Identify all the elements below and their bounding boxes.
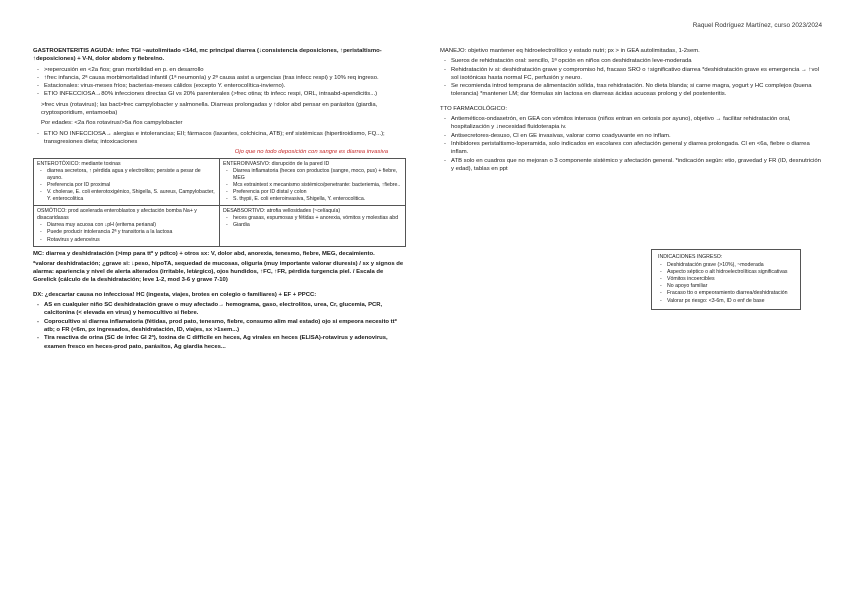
list-item: - Preferencia por ID proximal bbox=[47, 182, 216, 189]
list-item: - Antisecretores-desuso, CI en GE invasivas, valorar como coadyuvante en no inflam. bbox=[451, 132, 821, 140]
list-item: - Fracaso tto o empeoramiento diarrea/deshidratación bbox=[667, 290, 794, 297]
osmotico-cell bbox=[34, 206, 220, 246]
osmotico-title: OSMÓTICO: prod acelerada enteroblastos y afectación bomba Na+ y disacaridasas bbox=[37, 208, 197, 222]
list-item: - ETIO NO INFECCIOSA→ alergias e intolerancias; EII; fármacos (laxantes, colchicina, ATB); enf sistémicas (hipertiroidismo, FQ...); transgresiones dieta; intoxicaciones bbox=[44, 130, 406, 147]
list-item: - Rehidratación iv si: deshidratación grave y compromiso hd, fracaso SRO o ↑significativo diarrea *deshidratación grave es emergencia → ↑vol sol isotónicas hasta normal FC, perfusión y neuro. bbox=[451, 66, 821, 83]
enterotoxico-title: ENTEROTÓXICO: mediante toxinas bbox=[37, 160, 121, 167]
page-header: Raquel Rodríguez Martínez, curso 2023/2024 bbox=[692, 22, 822, 29]
list-item: - Coprocultivo si diarrea inflamatoria (fétidas, prod pato, tenesmo, fiebre, consumo alim mal estado) ojo si empeora necesito ttº atb; o FR (<6m, px ingresados, deshidratación, ID, viajes, sx >1sem...) bbox=[44, 318, 406, 335]
desabsortivo-cell bbox=[220, 206, 406, 246]
list-item: - ATB solo en cuadros que no mejoran o 3 componente sistémico y afectación general. *indicación según: etio, gravedad y FR (ID, desnutrición y edad), tablas en ppt bbox=[451, 157, 821, 174]
list-item: - Preferencia por ID distal y colon bbox=[233, 189, 402, 196]
list-item: - Se recomienda introd temprana de alimentación sólida, tras rehidratación. No dieta blanda; si carne magra, yogurt y HC complejos (buena tolerancia) *mantener LM; dar fórmulas sin lactosa en diarreas ácidas acuosas prolong y del postenteritis. bbox=[451, 82, 821, 99]
red-warning-note: Ojo que no todo deposición con sangre es diarrea invasiva bbox=[234, 149, 388, 156]
list-item: - diarrea secretora, ↑ pérdida agua y electrolitos; persiste a pesar de ayuno. bbox=[47, 168, 216, 182]
list-item: - Estacionales: virus-meses fríos; bacterias-meses cálidos (excepto Y. enterocolítica-invierno). bbox=[44, 82, 406, 90]
list-item: - ↑frec infancia, 2ª causa morbimortalidad infantil (1ª neumonía) y 2ª causa asist a urgencias (tras infecc respi) y 10% req ingreso. bbox=[44, 74, 406, 82]
list-item: - Diarrea muy acuosa con ↓pH (eritema perianal) bbox=[47, 222, 216, 229]
list-item: - ETIO INFECCIOSA→80% infecciones directas GI vs 20% parenterales (>frec otina; tb infecc respi, ORL, intraabd-apendicitis...) bbox=[44, 90, 406, 98]
mechanism-table bbox=[33, 158, 406, 247]
desabsortivo-title: DESABSORTIVO: atrofia vellosidades (~celíaquía) bbox=[223, 208, 341, 215]
list-item: - Sueros de rehidratación oral: sencillo, 1ª opción en niños con deshidratación leve-moderada bbox=[451, 57, 821, 65]
list-item: - Inhibidores peristaltismo-loperamida, solo indicados en escolares con afectación general y diarrea prolongada. CI en <6a, fiebre o diarrea inflam. bbox=[451, 140, 821, 157]
list-item: - S. thypii, E. coli enteroinvasiva, Shigella, Y. enterocolitica. bbox=[233, 196, 402, 203]
gea-definition: GASTROENTERITIS AGUDA: infec TGI ~autolimitado <14d, mc principal diarrea (↓consistencia deposiciones, ↑peristaltismo-↑deposiciones) + V-N, dolor abdom y fiebre/no. bbox=[33, 48, 382, 63]
no-infecciosa-list bbox=[33, 130, 406, 147]
tto-heading: TTO FARMACOLÓGICO: bbox=[440, 105, 507, 112]
ingreso-box bbox=[651, 249, 801, 310]
enteroinvasivo-cell bbox=[220, 158, 406, 206]
list-item: - Valorar px riesgo: <3-6m, ID o enf de base bbox=[667, 298, 794, 305]
list-item: - V. cholerae, E. coli enterotoxigénico, Shigella, S. aureus, Campylobacter, Y. enterocolitica bbox=[47, 189, 216, 203]
list-item: - Aspecto séptico o alt hidroelectrolíticas significativas bbox=[667, 269, 794, 276]
enterotoxico-cell bbox=[34, 158, 220, 206]
ingreso-title: INDICACIONES INGRESO: bbox=[658, 254, 723, 260]
etio-extra: >frec virus (rotavirus); las bact>frec campylobacter y salmonella. Diarreas prolongadas y ↑dolor abd pensar en parásitos (giardia, cryptosporidium, entamoeba) bbox=[41, 101, 378, 117]
list-item: - Tira reactiva de orina (SC de infec GI 2ª), toxina de C difficile en heces, Ag virales en heces (ELISA)-rotavirus y adenovirus, examen fresco en heces-prod pato, parásitos, Ag giardia heces... bbox=[44, 334, 406, 351]
diagnosis-heading: DX: ¿descartar causa no infecciosa! HC (ingesta, viajes, brotes en colegio o familiares) + EF + PPCC: bbox=[33, 291, 317, 298]
ingreso-list bbox=[658, 262, 794, 305]
list-item: - Puede producir intolerancia 2ª y transitoria a la lactosa bbox=[47, 229, 216, 236]
list-item: - >repercusión en <2a ños; gran morbilidad en p. en desarrollo bbox=[44, 66, 406, 74]
right-column bbox=[440, 47, 821, 175]
list-item: - Vómitos incoercibles bbox=[667, 276, 794, 283]
left-column bbox=[33, 47, 406, 353]
list-item: - AS en cualquier niño SC deshidratación grave o muy afectado→ hemograma, gaso, electrolitos, urea, Cr, glucemia, PCR, calcitonina (< elevada en virus) y hemocultivo si fiebre. bbox=[44, 301, 406, 318]
list-item: - Mcs extraintest x mecanismo sistémico/penetrante: bacteriemia, ↑fiebre.. bbox=[233, 182, 402, 189]
list-item: - Deshidratación grave (>10%), ~moderada bbox=[667, 262, 794, 269]
dehydration-assessment: *valorar deshidratación; ¿grave si: ↓peso, hipoTA, sequedad de mucosas, oliguria (muy importante valorar diuresis) / sx y signos de alarma: apariencia y nivel de alerta alterados (irritable, letárgico), ojos hundidos, ↑FC, ↑FR, pérdida turgencia piel. / Escala de Gorelick (cálculo de la deshidratación; leve 1-2, mod 3-6 y grave 7-10) bbox=[33, 260, 404, 284]
gea-epidemiology-list bbox=[33, 66, 406, 99]
list-item: - heces grasas, espumosas y fétidas + anorexia, vómitos y molestias abd bbox=[233, 215, 402, 222]
enteroinvasivo-title: ENTEROINVASIVO: disrupción de la pared ID bbox=[223, 160, 330, 167]
tto-list bbox=[440, 115, 821, 173]
manejo-heading: MANEJO: objetivo mantener eq hidroelectrolítico y estado nutri; px > in GEA autolimitadas, 1-2sem. bbox=[440, 48, 700, 54]
list-item: - Rotavirus y adenovirus bbox=[47, 237, 216, 244]
list-item: - No apoyo familiar bbox=[667, 283, 794, 290]
list-item: - Giardia bbox=[233, 222, 402, 229]
manejo-list bbox=[440, 57, 821, 98]
clinical-manifestations: MC: diarrea y deshidratación (>imp para ttº y pdtco) + otros sx: V, dolor abd, anorexia, tenesmo, fiebre, MEG, decaimiento. bbox=[33, 250, 375, 257]
diagnosis-list bbox=[33, 301, 406, 351]
etio-ages: Por edades: <2a ños rotavirus/>5a ños campylobacter bbox=[41, 120, 183, 127]
list-item: - Diarrea inflamatoria (heces con productos (sangre, moco, pus) + fiebre, MEG bbox=[233, 168, 402, 182]
list-item: - Antieméticos-ondasetrón, en GEA con vómitos intensos (niños entran en cetosis por ayuno), objetivo → facilitar rehidratación oral, hospitalización y ↓necesidad fluidoterapia iv. bbox=[451, 115, 821, 132]
